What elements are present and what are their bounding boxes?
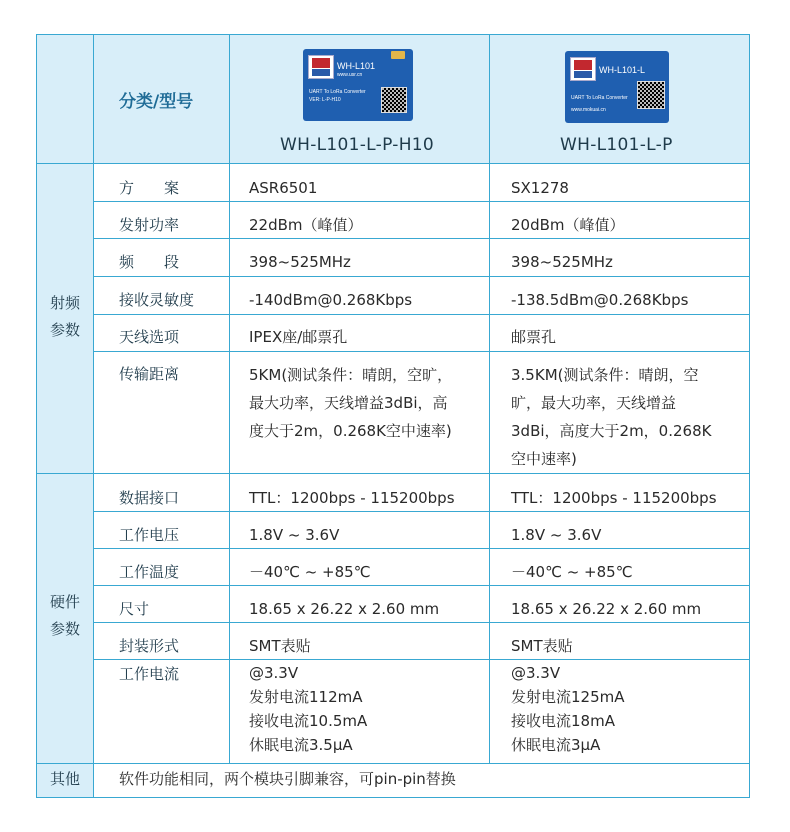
value-line: 度大于2m，0.268K空中速率)	[249, 422, 452, 440]
other-note: 软件功能相同，两个模块引脚兼容，可pin-pin替换	[119, 770, 456, 788]
value-line: SMT表贴	[249, 637, 311, 655]
divider	[93, 276, 749, 277]
chip-line1-text: UART To LoRa Converter	[571, 95, 628, 101]
value-cell-h10	[249, 324, 347, 351]
row-label: 工作温度	[119, 563, 180, 581]
chip-model-text: WH-L101-L	[599, 65, 646, 75]
row-label: 工作电压	[119, 526, 180, 544]
value-cell-p	[511, 175, 569, 202]
value-line: 发射电流125mA	[511, 688, 625, 706]
chip-line1-text: UART To LoRa Converter	[309, 89, 366, 95]
divider	[37, 763, 749, 764]
value-line: 发射电流112mA	[249, 688, 363, 706]
divider	[37, 163, 749, 164]
value-line: IPEX座/邮票孔	[249, 328, 348, 346]
value-line: SMT表贴	[511, 637, 573, 655]
qr-code-icon	[381, 87, 407, 113]
value-line: TTL：1200bps - 115200bps	[511, 489, 717, 507]
value-cell-p	[511, 287, 688, 314]
value-line: 空中速率)	[511, 450, 577, 468]
value-cell-h10	[249, 249, 351, 276]
chip-url-text: www.usr.cn	[337, 72, 363, 78]
spec-table	[36, 34, 750, 798]
divider	[93, 201, 749, 202]
model-name-a: WH-L101-L-P-H10	[280, 135, 435, 155]
row-label: 尺寸	[119, 600, 150, 618]
value-cell-h10	[249, 522, 339, 549]
divider	[93, 314, 749, 315]
value-cell-h10	[249, 633, 311, 660]
row-label: 工作电流	[119, 665, 180, 683]
divider	[93, 585, 749, 586]
value-cell-p	[511, 633, 573, 660]
group-label-other: 其他	[49, 770, 80, 788]
value-cell-p	[511, 212, 625, 239]
value-line: -138.5dBm@0.268Kbps	[511, 291, 689, 309]
divider	[93, 548, 749, 549]
antenna-pad-icon	[391, 51, 405, 59]
value-cell-h10	[249, 361, 452, 445]
value-cell-p	[511, 559, 633, 586]
value-line: ASR6501	[249, 179, 318, 197]
value-line: 3.5KM(测试条件：晴朗，空	[511, 366, 699, 384]
value-line: 1.8V ~ 3.6V	[249, 526, 340, 544]
qr-code-icon	[637, 81, 665, 109]
value-line: 邮票孔	[511, 328, 557, 346]
divider	[93, 35, 94, 797]
value-cell-h10	[249, 559, 371, 586]
row-label: 传输距离	[119, 365, 180, 383]
module-image-b	[565, 51, 669, 123]
value-cell-p	[511, 661, 625, 757]
divider	[93, 238, 749, 239]
value-line: 接收电流18mA	[511, 712, 615, 730]
value-line: 休眠电流3μA	[511, 736, 601, 754]
value-line: 1.8V ~ 3.6V	[511, 526, 602, 544]
row-label: 封装形式	[119, 637, 180, 655]
value-cell-h10	[249, 661, 367, 757]
group-label-rf: 射频 参数	[49, 294, 80, 339]
value-cell-p	[511, 249, 613, 276]
category-model-label: 分类/型号	[119, 92, 194, 112]
value-cell-h10	[249, 596, 439, 623]
model-name-b: WH-L101-L-P	[560, 135, 673, 155]
value-line: @3.3V	[249, 664, 299, 682]
value-line: 398~525MHz	[511, 253, 613, 271]
value-line: 20dBm（峰值）	[511, 216, 625, 234]
value-cell-h10	[249, 175, 317, 202]
chip-line2-text: VER: L-P-H10	[309, 97, 341, 103]
value-cell-h10	[249, 485, 455, 512]
divider	[37, 473, 749, 474]
value-line: @3.3V	[511, 664, 561, 682]
usr-logo-icon	[308, 55, 334, 79]
chip-model-text: WH-L101	[337, 61, 376, 71]
value-line: 旷，最大功率，天线增益	[511, 394, 677, 412]
value-cell-p	[511, 361, 711, 473]
value-cell-p	[511, 485, 717, 512]
value-line: 18.65 x 26.22 x 2.60 mm	[511, 600, 702, 618]
value-line: 18.65 x 26.22 x 2.60 mm	[249, 600, 440, 618]
value-line: 22dBm（峰值）	[249, 216, 363, 234]
row-label: 发射功率	[119, 216, 180, 234]
value-line: 3dBi，高度大于2m，0.268K	[511, 422, 712, 440]
value-cell-h10	[249, 212, 363, 239]
value-cell-p	[511, 596, 701, 623]
divider	[93, 659, 749, 660]
value-line: TTL：1200bps - 115200bps	[249, 489, 455, 507]
value-cell-h10	[249, 287, 412, 314]
value-line: 最大功率，天线增益3dBi，高	[249, 394, 448, 412]
usr-logo-icon	[570, 57, 596, 81]
group-label-hardware: 硬件 参数	[49, 593, 80, 638]
value-line: SX1278	[511, 179, 569, 197]
module-image-a	[303, 49, 413, 121]
value-line: －40℃ ~ +85℃	[511, 563, 633, 581]
divider	[93, 351, 749, 352]
row-label: 频 段	[119, 253, 180, 271]
value-cell-p	[511, 522, 601, 549]
value-line: -140dBm@0.268Kbps	[249, 291, 413, 309]
value-line: 398~525MHz	[249, 253, 351, 271]
row-label: 天线选项	[119, 328, 180, 346]
row-label: 数据接口	[119, 489, 180, 507]
divider	[489, 35, 490, 763]
row-label: 接收灵敏度	[119, 291, 195, 309]
row-label: 方 案	[119, 179, 180, 197]
value-line: 5KM(测试条件：晴朗，空旷，	[249, 366, 453, 384]
value-cell-p	[511, 324, 556, 351]
group-column-background	[37, 35, 93, 797]
value-line: －40℃ ~ +85℃	[249, 563, 371, 581]
chip-line2-text: www.mokuai.cn	[571, 107, 606, 113]
value-line: 接收电流10.5mA	[249, 712, 368, 730]
value-line: 休眠电流3.5μA	[249, 736, 353, 754]
divider	[229, 35, 230, 763]
